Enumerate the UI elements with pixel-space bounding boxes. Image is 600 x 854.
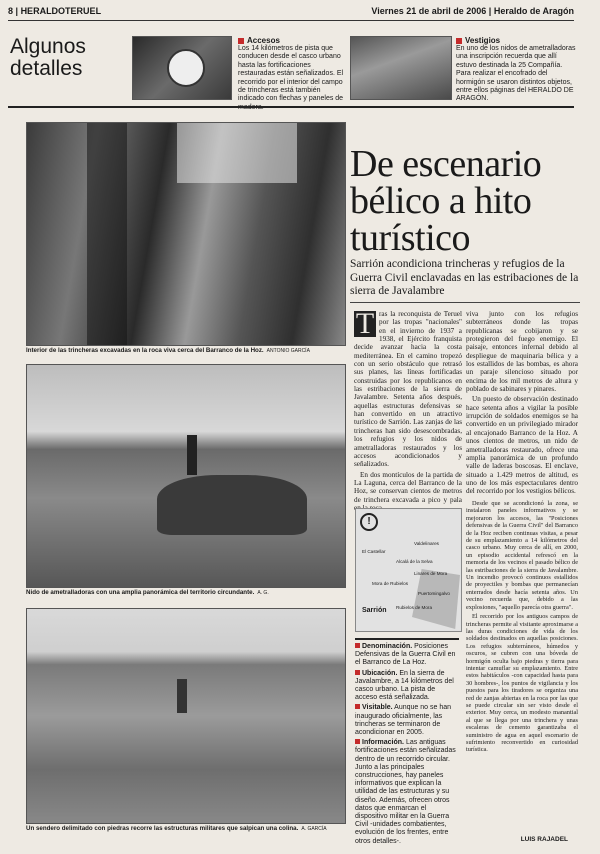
bullet-square-icon — [355, 670, 360, 675]
map-place: El Castellar — [362, 549, 386, 554]
brief-photo-accesos — [132, 36, 232, 100]
dropcap: T — [355, 307, 375, 340]
brief-title: Accesos — [238, 36, 346, 45]
photo-caption: Interior de las trincheras excavadas en la roca viva cerca del Barranco de la Hoz. ANTONIO GARCÍA — [26, 347, 310, 354]
alert-icon: ! — [360, 513, 378, 531]
brief-text: Los 14 kilómetros de pista que conducen desde el casco urbano hasta las fortificaciones restauradas están señalizados. El recorrido por el interior del campo de trincheras está también indicado con flechas y paneles de madera. — [238, 45, 344, 111]
section-rule — [8, 106, 574, 108]
byline: LUIS RAJADEL — [520, 836, 568, 843]
subhead: Sarrión acondiciona trincheras y refugios de la Guerra Civil enclavadas en las estribaciones de la sierra de Javalambre — [350, 258, 579, 297]
photo-caption: Un sendero delimitado con piedras recorre las estructuras militares que salpican una colina. A. GARCÍA — [26, 825, 327, 832]
brief-vestigios — [456, 36, 576, 104]
brief-photo-vestigios — [350, 36, 452, 100]
photo-caption: Nido de ametralladoras con una amplia panorámica del territorio circundante. A. G. — [26, 589, 269, 596]
page-header-left: 8 | HERALDOTERUEL — [8, 6, 102, 16]
body-column-2 — [466, 310, 578, 496]
body-paragraph: ras la reconquista de Teruel por las tropas "nacionales" en el invierno de 1937 a 1938, el Ejército franquista decide avanzar hacia la costa mediterránea. En el camino tropezó con un serio obstáculo que retrasó sus planes, las líneas fortificadas construidas por los republicanos en las estribaciones de la sierra de Javalambre. Setenta años después, aquellas estructuras defensivas se han convertido en un atractivo turístico de Sarrión. Las zanjas de las trincheras han sido desescombradas, los refugios y los nidos de ametralladoras restaurados y los accesos acondicionados y señalizados. — [354, 310, 462, 469]
map-place: Rubielos de Mora — [396, 605, 433, 610]
photo-machine-gun-nest — [26, 364, 346, 588]
map-place: Alcalá de la Selva — [396, 559, 433, 564]
section-title: Algunos detalles — [10, 35, 86, 80]
section-name: HERALDOTERUEL — [20, 6, 102, 16]
brief-accesos — [238, 36, 346, 112]
body-paragraph: Un puesto de observación destinado hace setenta años a vigilar la posible irrupción de soldados enemigos se ha convertido en un privilegiado mirador al encajonado Barranco de la Hoz. A unos cientos de metros, un nido de ametralladoras restaurado, ofrece una amplia panorámica de un profundo valle de laderas boscosas. El enclave, situado a 1.429 metros de altitud, es uno de los más espectaculares dentro del recorrido por los vestigios bélicos. — [466, 395, 578, 496]
body-paragraph: Desde que se acondicionó la zona, se instalaron paneles informativos y se mejoraron los accesos, las "Posiciones defensivas de la Guerra Civil" del Barranco de la Hoz reciben continuas visitas, a pesar de su emplazamiento a 14 kilómetros del casco urbano. Muy cerca de allí, en 2000, un episodio accidental refrescó en la memoria de los vecinos el pasado bélico de las estribaciones de la sierra de Javalambre. Un incendio provocó continuos estallidos de proyectiles y bombas que permanecían enterrados desde hacía setenta años. Un vecino recuerda que, debido a las explosiones, "aquello parecía otra guerra". — [466, 500, 578, 611]
bullet-square-icon — [355, 739, 360, 744]
bullet-square-icon — [456, 38, 462, 44]
photo-path — [26, 608, 346, 824]
header-rule — [8, 20, 574, 21]
map-place: Valdelinares — [414, 541, 439, 546]
bullet-square-icon — [238, 38, 244, 44]
brief-title: Vestigios — [456, 36, 576, 45]
map-town: Sarrión — [362, 607, 387, 614]
info-item: Ubicación. En la sierra de Javalambre, a 14 kilómetros del casco urbano. La pista de acceso está señalizada. — [355, 669, 454, 702]
body-paragraph: viva junto con los refugios subterráneos donde las tropas republicanas se cobijaron y se protegieron del fuego enemigo. El paisaje, entonces infernal debido al despliegue de maquinaria bélica y a los estallidos de las bombas, es ahora un paraje silencioso situado por encima de los mil metros de altura y poblado de sabinares y pinares. — [466, 310, 578, 394]
region-shape — [412, 569, 460, 629]
photo-trenches — [26, 122, 346, 346]
body-column-3 — [466, 500, 578, 754]
location-map — [355, 508, 462, 632]
sign-icon — [167, 49, 205, 87]
info-item: Visitable. Aunque no se han inaugurado oficialmente, las trincheras se terminaron de acondicionar en 2005. — [355, 704, 451, 737]
page-date: Viernes 21 de abril de 2006 | Heraldo de Aragón — [371, 6, 574, 16]
page-number: 8 — [8, 6, 14, 16]
body-paragraph: En dos montículos de la partida de La Laguna, cerca del Barranco de la Hoz, se conservan cientos de metros de trinchera excavada a pico y pala — [354, 470, 462, 504]
subhead-rule — [350, 302, 580, 303]
map-place: Puertomingalvo — [418, 591, 450, 596]
info-item: Información. Las antiguas fortificaciones están señalizadas dentro de un recorrido circular. Junto a las principales construcciones, hay paneles informativos que explican la utilidad de las estructuras y su diseño. Además, ofrecen otros datos que enmarcan el dispositivo militar en la Guerra Civil -unidades combatientes, evolución de los frentes, entre otros detalles-. — [355, 739, 456, 845]
body-paragraph: El recorrido por los antiguos campos de trincheras permite al visitante aproximarse a las duras condiciones de vida de los soldados destinados en aquellas posiciones. Los refugios subterráneos, húmedos y oscuros, se cubren con una bóveda de hormigón oculta bajo piedras y tierra para intentar camuflar su emplazamiento. Entre estos habitáculos -con capacidad hasta para 30 hombres-, los puntos de vigilancia y los puestos para los tiradores se organiza una red de zanjas abiertas en la roca por las que se puede circular sin ser visto desde el exterior. Muy cerca, un modesto manantial al que se llega por una trinchera y unas escaleras de cemento garantizaba el suministro de agua en aquel escenario de sufrimiento reconvertido en curiosidad turística. — [466, 613, 578, 754]
map-place: Mora de Rubielos — [372, 581, 409, 586]
bullet-square-icon — [355, 704, 360, 709]
headline: De escenario bélico a hito turístico — [350, 143, 542, 259]
info-item: Denominación. Posiciones Defensivas de la Guerra Civil en el Barranco de La Hoz. — [355, 643, 456, 667]
bullet-square-icon — [355, 643, 360, 648]
brief-text: En uno de los nidos de ametralladoras una inscripción recuerda que allí estuvo destinada la 25 Compañía. Para realizar el encofrado del hormigón se usaron distintos objetos, entre ellos páginas del HERALDO DE ARAGÓN. — [456, 45, 576, 103]
infobox — [355, 638, 459, 848]
body-column-1 — [354, 307, 462, 512]
map-place: Linares de Mora — [414, 571, 448, 576]
